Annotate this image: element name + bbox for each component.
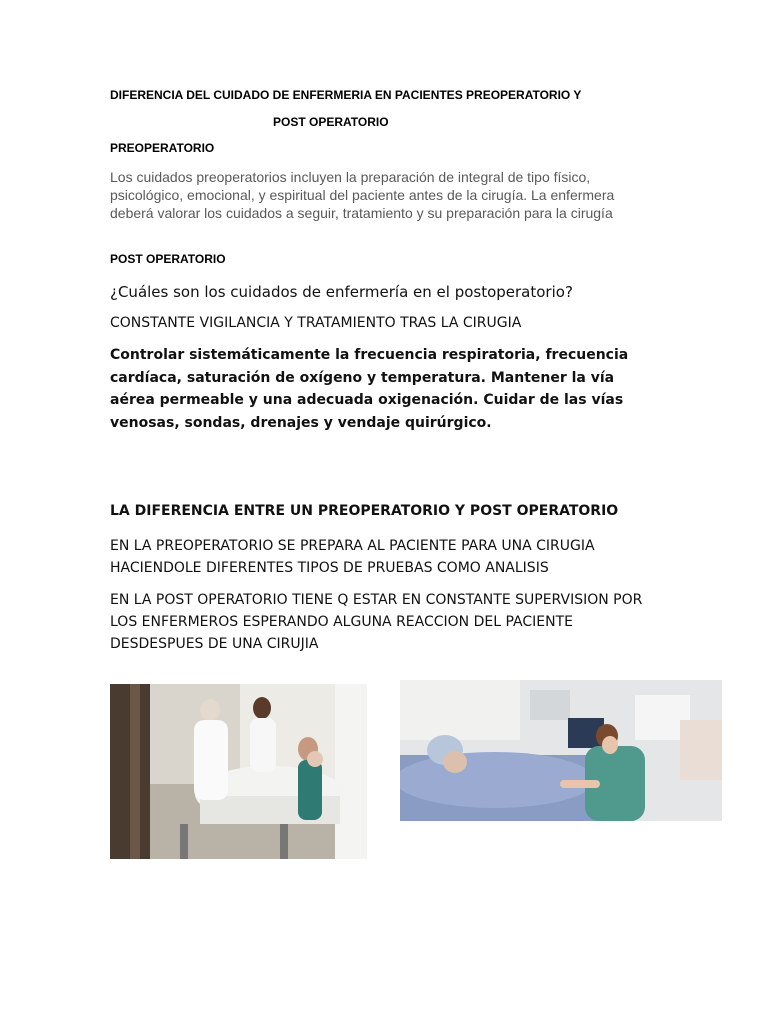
hospital-team-photo (110, 684, 367, 859)
care-paragraph: Controlar sistemáticamente la frecuencia respiratoria, frecuencia cardíaca, saturación de oxígeno y temperatura. Mantener la vía aérea permeable y una adecuada oxigenación. Cuidar de las vías venosas, sondas, drenajes y vendaje quirúrgico. (110, 347, 629, 431)
difference-heading: LA DIFERENCIA ENTRE UN PREOPERATORIO Y POST OPERATORIO (110, 503, 619, 519)
preoperatorio-heading: PREOPERATORIO (110, 141, 215, 155)
nurse-patient-image (400, 680, 722, 821)
hospital-team-image (110, 684, 367, 859)
document-title-line-1: DIFERENCIA DEL CUIDADO DE ENFERMERIA EN PACIENTES PREOPERATORIO Y (110, 88, 582, 102)
post-operatorio-heading: POST OPERATORIO (110, 252, 226, 266)
postoperatorio-question: ¿Cuáles son los cuidados de enfermería en el postoperatorio? (110, 283, 573, 301)
vigilance-line: CONSTANTE VIGILANCIA Y TRATAMIENTO TRAS LA CIRUGIA (110, 315, 522, 331)
difference-preoperatorio-text: EN LA PREOPERATORIO SE PREPARA AL PACIENTE PARA UNA CIRUGIA HACIENDOLE DIFERENTES TIPOS DE PRUEBAS COMO ANALISIS (110, 538, 595, 576)
preoperatorio-paragraph: Los cuidados preoperatorios incluyen la preparación de integral de tipo físico, psicológico, emocional, y espiritual del paciente antes de la cirugía. La enfermera deberá valorar los cuidados a seguir, tratamiento y su preparación para la cirugía (110, 169, 615, 221)
difference-postoperatorio-text: EN LA POST OPERATORIO TIENE Q ESTAR EN CONSTANTE SUPERVISION POR LOS ENFERMEROS ESPERANDO ALGUNA REACCION DEL PACIENTE DESDESPUES DE UNA CIRUJIA (110, 592, 643, 652)
nurse-patient-photo (400, 680, 722, 821)
document-title-line-2: POST OPERATORIO (273, 115, 389, 129)
